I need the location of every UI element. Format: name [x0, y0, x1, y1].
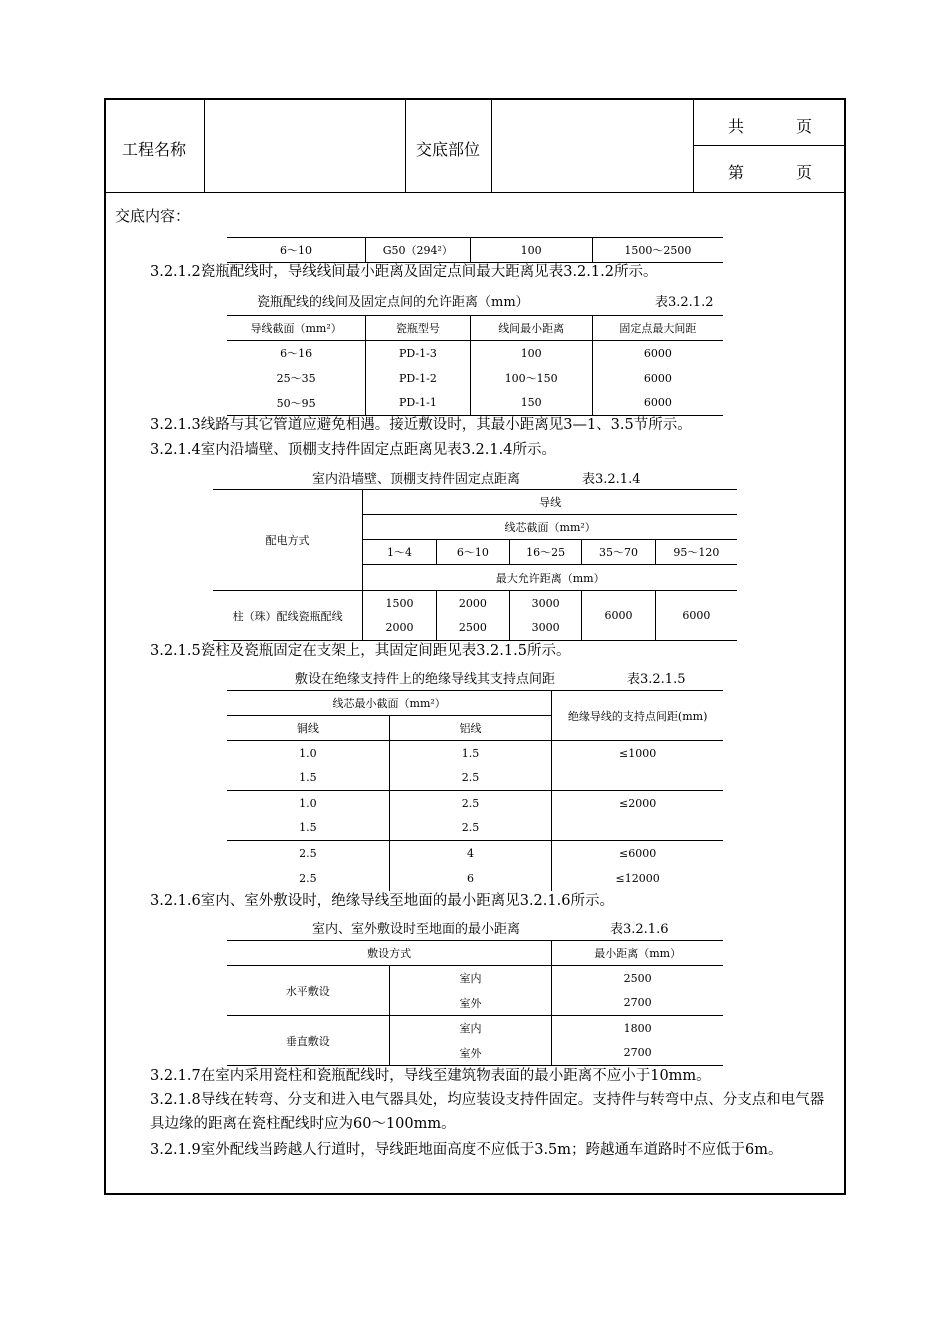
header-divider: [693, 145, 846, 146]
table-cell: 1500: [363, 591, 436, 616]
table-cell: 垂直敷设: [227, 1016, 389, 1066]
table-cell: 1500～2500: [592, 238, 723, 263]
table-cell: 2700: [552, 991, 723, 1016]
table-3214-number: 表3.2.1.4: [582, 472, 641, 487]
table-row: [227, 238, 723, 263]
table-cell: 100: [470, 238, 592, 263]
header-divider: [491, 100, 492, 192]
table-3214: [213, 489, 737, 641]
table-3215: [227, 690, 723, 891]
table-cell: G50（294²）: [366, 238, 471, 263]
table-cell: [552, 816, 723, 841]
table-cell: 6: [389, 866, 552, 891]
table-row: [213, 591, 737, 616]
table-cell: 1.0: [227, 791, 389, 816]
table-cell: 150: [470, 391, 592, 416]
table-header-row: [227, 691, 723, 716]
table-row: [227, 1016, 723, 1041]
table-header-cell: 95～120: [655, 540, 737, 565]
header-bottom-line: [106, 192, 846, 193]
project-name-label: 工程名称: [122, 140, 187, 159]
header-divider: [405, 100, 406, 192]
table-header-cell: 最大允许距离（mm）: [363, 565, 737, 591]
table-cell: 2.5: [227, 841, 389, 866]
table-cell: 100～150: [470, 366, 592, 391]
header-divider: [204, 100, 205, 192]
table-row: [227, 766, 723, 791]
paragraph-3219: 3.2.1.9室外配线当跨越人行道时，导线距地面高度不应低于3.5m；跨越通车道路时不应低于6m。: [150, 1142, 783, 1158]
paragraph-3213: 3.2.1.3线路与其它管道应避免相遇。接近敷设时，其最小距离见3—1、3.5节所示。: [150, 417, 692, 433]
table-cell: 2000: [363, 616, 436, 641]
table-header-cell: 固定点最大间距: [592, 316, 723, 341]
table-cell: PD-1-1: [366, 391, 470, 416]
table-header-cell: 1～4: [363, 540, 436, 565]
page-no-label: 第: [728, 163, 745, 182]
table-header-cell: 线芯截面（mm²）: [363, 515, 737, 540]
table-cell: 2.5: [227, 866, 389, 891]
content-label: 交底内容：: [115, 207, 191, 225]
table-cell: 6000: [643, 346, 672, 360]
table-3216: [227, 940, 723, 1066]
table-prev-fragment: [227, 237, 723, 263]
table-cell: 室外: [389, 1041, 552, 1066]
table-3212-number: 表3.2.1.2: [655, 295, 714, 310]
paragraph-3218: 3.2.1.8导线在转弯、分支和进入电气器具处，均应装设支持件固定。支持件与转弯中点、分支点和电气器具边缘的距离在瓷柱配线时应为60～100mm。: [150, 1092, 825, 1132]
table-cell: 6～10: [227, 238, 366, 263]
table-cell: [552, 766, 723, 791]
table-cell: 室内: [389, 966, 552, 991]
total-pages-unit: 页: [796, 117, 813, 136]
table-cell: 2.5: [389, 766, 552, 791]
table-row: [227, 741, 723, 766]
table-row: [227, 841, 723, 866]
table-cell: 3000: [510, 591, 582, 616]
table-cell: 室外: [389, 991, 552, 1016]
table-row: [227, 866, 723, 891]
table-row: [227, 966, 723, 991]
table-cell: ≤6000: [619, 846, 657, 860]
paragraph-3212: 3.2.1.2瓷瓶配线时，导线线间最小距离及固定点间最大距离见表3.2.1.2所示。: [150, 264, 658, 280]
page-no-unit: 页: [796, 163, 813, 182]
total-pages-label: 共: [728, 117, 745, 136]
table-cell: 2.5: [389, 816, 552, 841]
table-cell: 2500: [623, 971, 652, 985]
table-header-cell: 6～10: [436, 540, 509, 565]
table-row: [227, 341, 723, 366]
table-header-cell: 铜线: [227, 716, 389, 741]
table-cell: 室内: [389, 1016, 552, 1041]
table-cell: ≤2000: [619, 796, 657, 810]
table-cell: ≤1000: [619, 746, 657, 760]
table-cell: 水平敷设: [227, 966, 389, 1016]
table-cell: 3000: [510, 616, 582, 641]
table-cell: 25～35: [227, 366, 366, 391]
table-cell: 4: [389, 841, 552, 866]
handover-part-label: 交底部位: [416, 140, 481, 159]
table-cell: PD-1-2: [366, 366, 470, 391]
table-cell: 6000: [655, 591, 737, 641]
table-cell: 1.5: [227, 816, 389, 841]
table-3214-caption: 室内沿墙壁、顶棚支持件固定点距离: [312, 472, 521, 487]
table-header-cell: 瓷瓶型号: [366, 316, 470, 341]
table-cell: 1.0: [227, 741, 389, 766]
table-3216-number: 表3.2.1.6: [610, 922, 669, 937]
table-3212-caption: 瓷瓶配线的线间及固定点间的允许距离（mm）: [257, 295, 529, 310]
table-cell: ≤12000: [615, 871, 660, 885]
table-row: [227, 791, 723, 816]
header-divider: [693, 100, 694, 192]
table-cell: 柱（珠）配线瓷瓶配线: [213, 591, 363, 641]
table-header-cell: 绝缘导线的支持点间距(mm): [552, 691, 723, 741]
table-header-cell: 敷设方式: [227, 941, 552, 966]
table-cell: 6000: [643, 371, 672, 385]
table-row: [227, 391, 723, 416]
table-cell: 6000: [582, 591, 655, 641]
table-header-cell: 铝线: [389, 716, 552, 741]
table-3215-caption: 敷设在绝缘支持件上的绝缘导线其支持点间距: [295, 672, 556, 687]
table-cell: 1.5: [389, 741, 552, 766]
table-cell: 2000: [436, 591, 509, 616]
table-header-row: [227, 316, 723, 341]
table-header-row: [213, 490, 737, 515]
table-header-cell: 导线截面（mm²）: [227, 316, 366, 341]
table-cell: 1.5: [227, 766, 389, 791]
table-cell: 2.5: [389, 791, 552, 816]
paragraph-3215: 3.2.1.5瓷柱及瓷瓶固定在支架上，其固定间距见表3.2.1.5所示。: [150, 643, 571, 659]
table-header-row: [227, 941, 723, 966]
paragraph-3217: 3.2.1.7在室内采用瓷柱和瓷瓶配线时，导线至建筑物表面的最小距离不应小于10mm。: [150, 1068, 711, 1084]
table-row: [227, 366, 723, 391]
table-cell: 1800: [623, 1021, 652, 1035]
table-cell: 6000: [592, 391, 723, 416]
table-3216-caption: 室内、室外敷设时至地面的最小距离: [312, 922, 521, 937]
table-header-cell: 导线: [363, 490, 737, 515]
table-3215-number: 表3.2.1.5: [627, 672, 686, 687]
paragraph-3216: 3.2.1.6室内、室外敷设时，绝缘导线至地面的最小距离见3.2.1.6所示。: [150, 893, 614, 909]
table-3212: [227, 315, 723, 416]
table-cell: 2700: [552, 1041, 723, 1066]
table-cell: 2500: [436, 616, 509, 641]
table-header-cell: 35～70: [582, 540, 655, 565]
table-header-cell: 线芯最小截面（mm²）: [227, 691, 552, 716]
table-cell: 50～95: [227, 391, 366, 416]
table-header-cell: 最小距离（mm）: [552, 941, 723, 966]
table-cell: 100: [470, 341, 592, 366]
table-header-cell: 线间最小距离: [470, 316, 592, 341]
table-cell: PD-1-3: [366, 341, 470, 366]
table-row: [227, 816, 723, 841]
paragraph-3214: 3.2.1.4室内沿墙壁、顶棚支持件固定点距离见表3.2.1.4所示。: [150, 442, 556, 458]
table-header-cell: 16～25: [510, 540, 582, 565]
table-cell: 6～16: [227, 341, 366, 366]
table-header-cell: 配电方式: [213, 490, 363, 591]
